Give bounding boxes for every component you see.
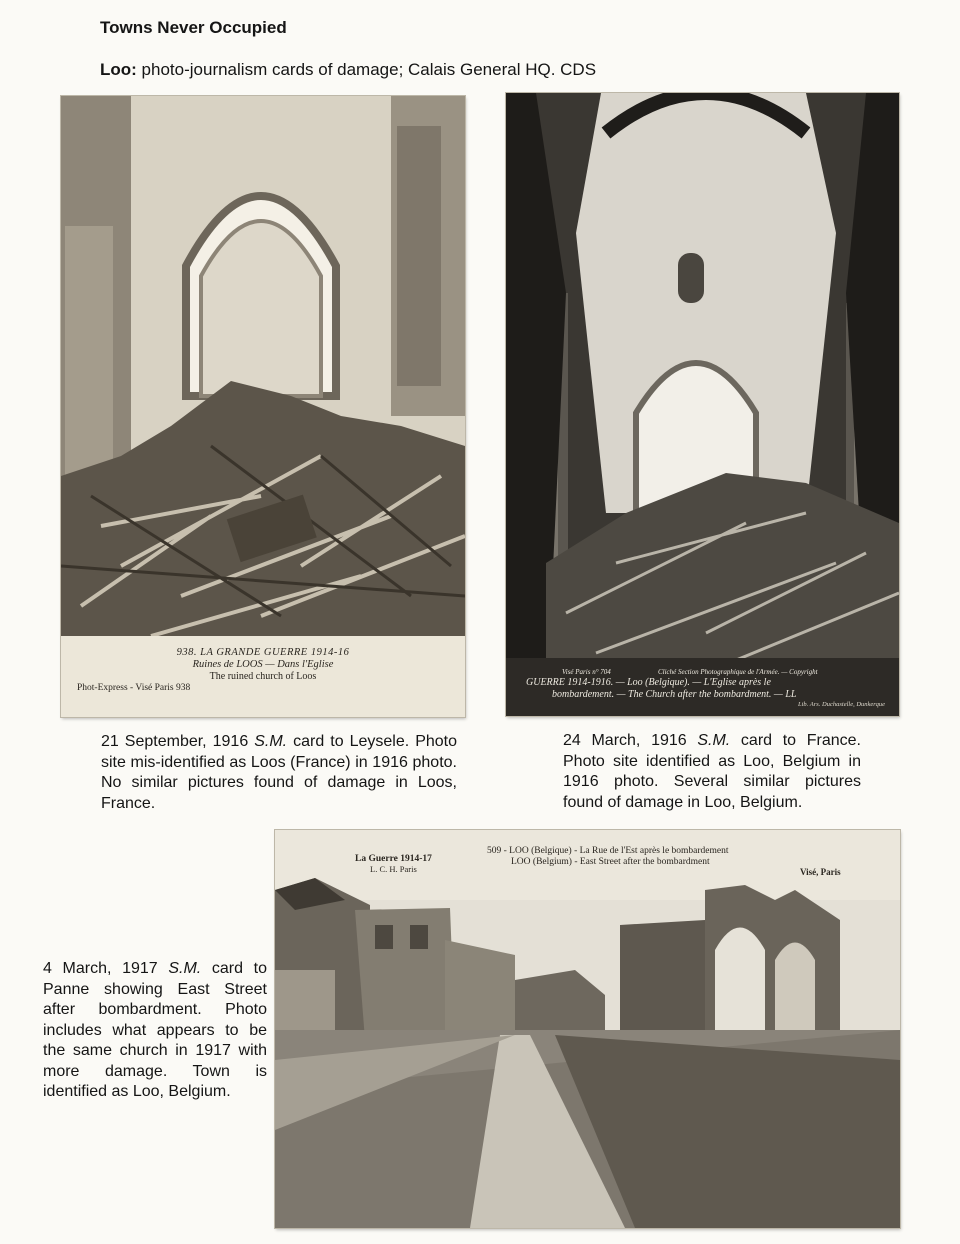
caption-line-2: Ruines de LOOS — Dans l'Eglise [192, 659, 334, 670]
caption-line-1-right: Cliché Section Photographique de l'Armée. — Copyright [658, 668, 818, 676]
description-sm: S.M. [697, 732, 731, 749]
postcard-loos-church [61, 96, 465, 717]
caption-publisher-right: Visé, Paris [800, 867, 841, 877]
caption-line-1 [506, 668, 899, 676]
description-text: card to France. Photo site identified as Loo, Belgium in 1916 photo. Several similar pictures found of damage in Loo, Belgium. [563, 732, 862, 811]
east-street-photo [275, 830, 900, 1228]
page-subtitle [100, 60, 596, 80]
description-sm: S.M. [254, 733, 288, 750]
description-text: card to Panne showing East Street after bombardment. Photo includes what appears to be the same church in 1917 with more damage. Town is identified as Loo, Belgium. [43, 960, 267, 1100]
description-date: 4 March, 1917 [43, 960, 169, 977]
caption-line-1-left: Visé Paris n° 704 [562, 668, 611, 676]
caption-publisher: Phot-Express - Visé Paris 938 [77, 683, 191, 693]
church-interior-photo [506, 93, 899, 716]
subtitle-text: photo-journalism cards of damage; Calais General HQ. CDS [136, 60, 597, 79]
caption-line-1: 938. LA GRANDE GUERRE 1914-16 [176, 647, 350, 658]
caption-line-3: The ruined church of Loos [209, 671, 317, 682]
caption-line-2: LOO (Belgium) - East Street after the bombardment [511, 857, 710, 867]
subtitle-town: Loo: [100, 60, 137, 79]
description-date: 21 September, 1916 [101, 733, 255, 750]
page-title: Towns Never Occupied [100, 18, 287, 37]
caption-line-2: GUERRE 1914-1916. — Loo (Belgique). — L'Eglise après le [526, 677, 771, 688]
caption-publisher: Lib. Ars. Duchastelle, Dunkerque [797, 701, 885, 708]
description-date: 24 March, 1916 [563, 732, 698, 749]
description-sm: S.M. [168, 960, 202, 977]
card-1-description [101, 732, 457, 814]
card-2-description [563, 731, 861, 813]
postcard-loo-church [506, 93, 899, 716]
card-3-description [43, 959, 267, 1103]
description-text: card to Leysele. Photo site mis-identified as Loos (France) in 1916 photo. No similar pictures found of damage in Loos, France. [101, 733, 458, 812]
ruined-church-photo [61, 96, 465, 641]
caption-publisher: L. C. H. Paris [370, 864, 417, 874]
caption-series: La Guerre 1914-17 [355, 854, 432, 864]
caption-line-1: 509 - LOO (Belgique) - La Rue de l'Est après le bombardement [487, 846, 729, 856]
postcard-loo-east-street [275, 830, 900, 1228]
caption-line-3: bombardement. — The Church after the bombardment. — LL [552, 689, 797, 700]
